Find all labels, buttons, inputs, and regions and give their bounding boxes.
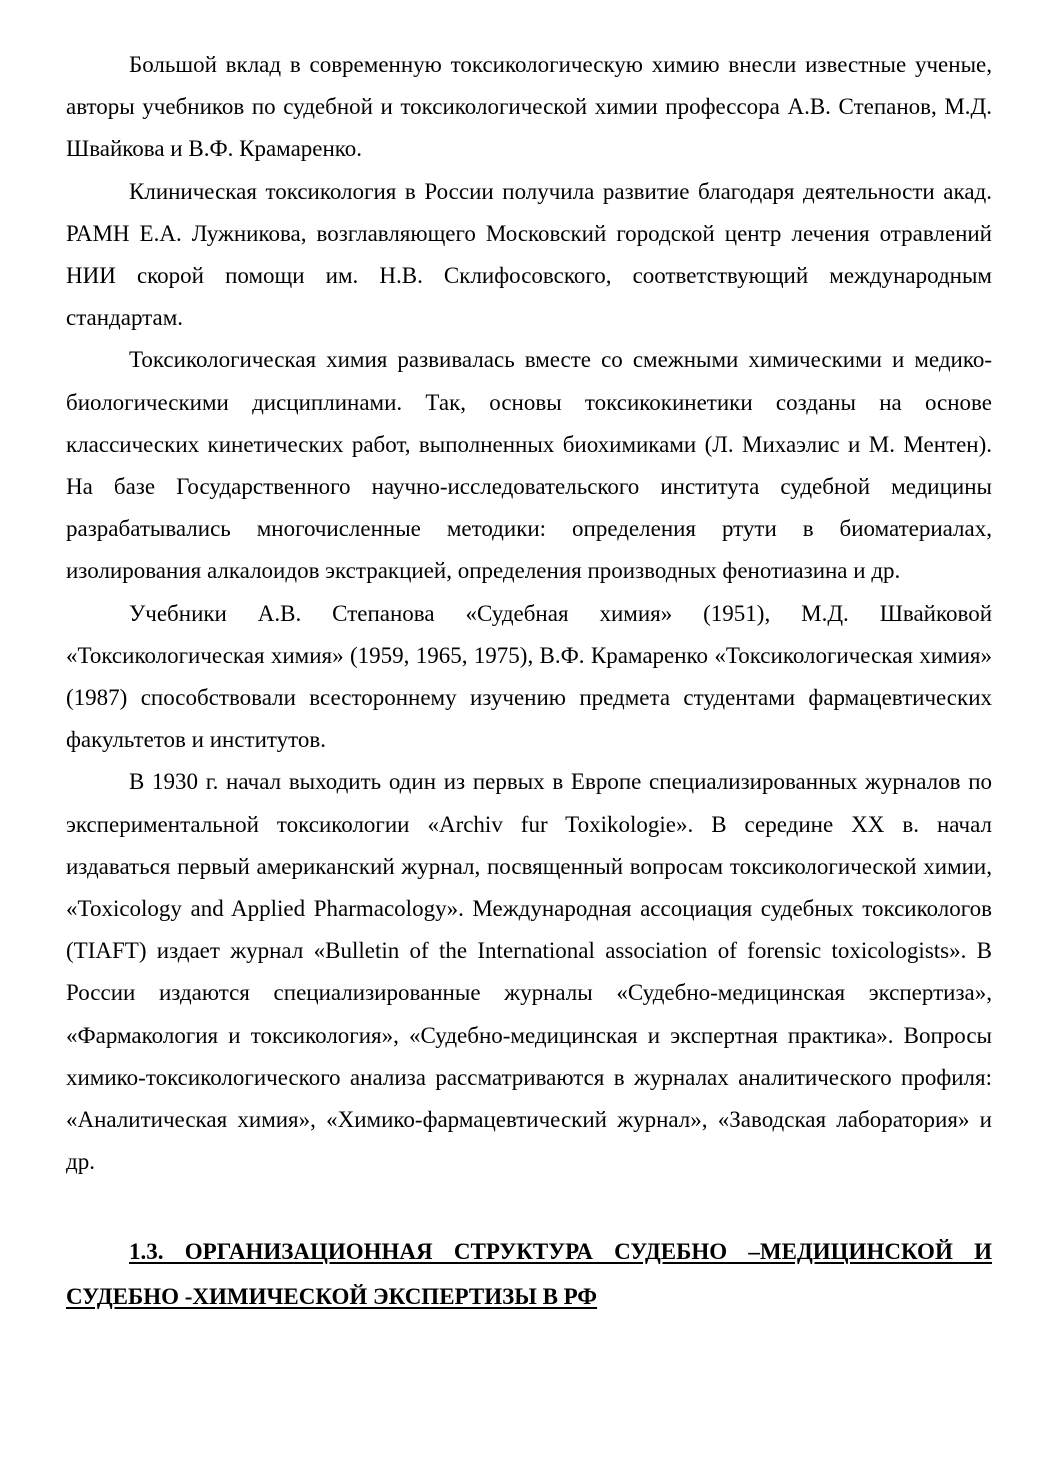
paragraph-textbooks: Учебники А.В. Степанова «Судебная химия» (1951), М.Д. Швайковой «Токсикологическая химия» (1959, 1965, 1975), В.Ф. Крамаренко «Токсикологическая химия» (1987) способствовали всестороннему изучению предмета студентами фармацевтических факультетов и институтов. [66,600,992,753]
document-page [66,44,992,1319]
paragraph-journals: В 1930 г. начал выходить один из первых в Европе специализированных журналов по экспериментальной токсикологии «Archiv fur Toxikologie». В середине XX в. начал издаваться первый американский журнал, посвященный вопросам токсикологической химии, «Toxicology and Applied Pharmacology». Международная ассоциация судебных токсикологов (TIAFT) издает журнал «Bulletin of the International association of forensic toxicologists». В России издаются специализированные журналы «Судебно-медицинская экспертиза», «Фармакология и токсикология», «Судебно-медицинская и экспертная практика». Вопросы химико-токсикологического анализа рассматриваются в журналах аналитического профиля: «Аналитическая химия», «Химико-фармацевтический журнал», «Заводская лаборатория» и др. [66,769,992,1175]
section-heading: 1.3. ОРГАНИЗАЦИОННАЯ СТРУКТУРА СУДЕБНО –МЕДИЦИНСКОЙ И СУДЕБНО -ХИМИЧЕСКОЙ ЭКСПЕРТИЗЫ В РФ [66,1239,992,1310]
paragraph-contributors: Большой вклад в современную токсикологическую химию внесли известные ученые, авторы учебников по судебной и токсикологической химии профессора А.В. Степанов, М.Д. Швайкова и В.Ф. Крамаренко. [66,52,992,162]
paragraph-clinical-toxicology: Клиническая токсикология в России получила развитие благодаря деятельности акад. РАМН Е.А. Лужникова, возглавляющего Московский городской центр лечения отравлений НИИ скорой помощи им. Н.В. Склифосовского, соответствующий международным стандартам. [66,178,992,331]
paragraph-related-disciplines: Токсикологическая химия развивалась вместе со смежными химическими и медико-биологическими дисциплинами. Так, основы токсикокинетики созданы на основе классических кинетических работ, выполненных биохимиками (Л. Михаэлис и М. Ментен). На базе Государственного научно-исследовательского института судебной медицины разрабатывались многочисленные методики: определения ртути в биоматериалах, изолирования алкалоидов экстракцией, определения производных фенотиазина и др. [66,347,992,584]
